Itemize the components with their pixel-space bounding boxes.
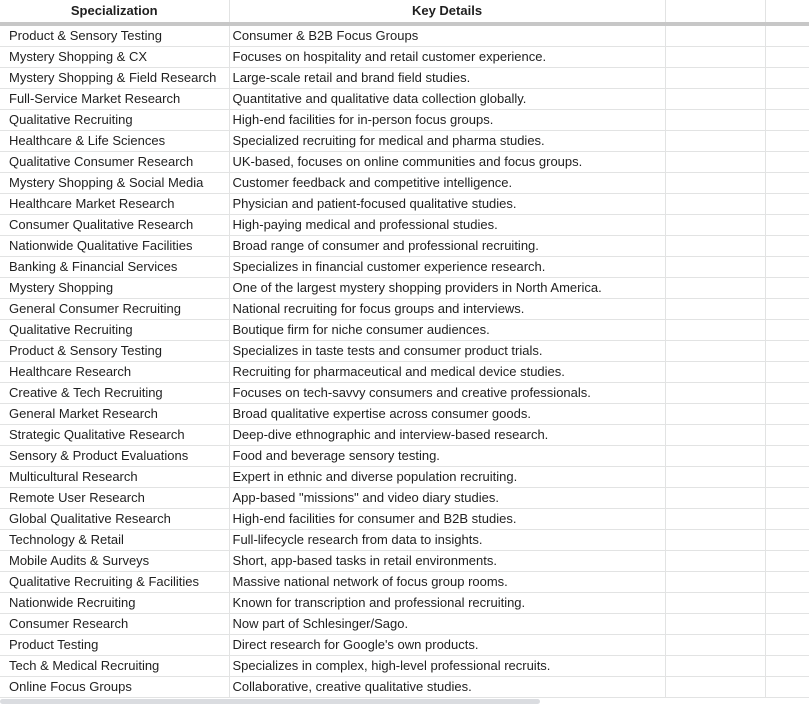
empty-cell[interactable]: [665, 383, 765, 404]
specialization-cell[interactable]: Qualitative Recruiting: [0, 320, 229, 341]
specialization-cell[interactable]: Multicultural Research: [0, 467, 229, 488]
empty-cell[interactable]: [765, 341, 809, 362]
empty-cell[interactable]: [665, 677, 765, 698]
empty-cell[interactable]: [665, 530, 765, 551]
specialization-cell[interactable]: Mystery Shopping & Field Research: [0, 68, 229, 89]
empty-cell[interactable]: [765, 488, 809, 509]
horizontal-scrollbar[interactable]: [0, 699, 540, 704]
key-details-cell[interactable]: Large-scale retail and brand field studies.: [229, 68, 665, 89]
specialization-cell[interactable]: Healthcare Research: [0, 362, 229, 383]
empty-cell[interactable]: [765, 278, 809, 299]
header-row: [0, 0, 809, 24]
table-row: [0, 194, 809, 215]
key-details-cell[interactable]: High-end facilities for in-person focus groups.: [229, 110, 665, 131]
specialization-cell[interactable]: Banking & Financial Services: [0, 257, 229, 278]
specialization-cell[interactable]: Strategic Qualitative Research: [0, 425, 229, 446]
header-specialization[interactable]: Specialization: [0, 0, 229, 24]
table-row: [0, 278, 809, 299]
empty-header-cell[interactable]: [765, 0, 809, 24]
empty-cell[interactable]: [765, 677, 809, 698]
empty-cell[interactable]: [665, 24, 765, 47]
key-details-cell[interactable]: Deep-dive ethnographic and interview-based research.: [229, 425, 665, 446]
table-row: [0, 677, 809, 698]
empty-cell[interactable]: [665, 341, 765, 362]
key-details-cell[interactable]: Direct research for Google's own products.: [229, 635, 665, 656]
specialization-cell[interactable]: Product Testing: [0, 635, 229, 656]
specialization-cell[interactable]: Tech & Medical Recruiting: [0, 656, 229, 677]
specialization-cell[interactable]: Global Qualitative Research: [0, 509, 229, 530]
specialization-cell[interactable]: Nationwide Qualitative Facilities: [0, 236, 229, 257]
empty-cell[interactable]: [665, 572, 765, 593]
table-row: [0, 299, 809, 320]
table-row: [0, 68, 809, 89]
table-row: [0, 530, 809, 551]
key-details-cell[interactable]: Specializes in financial customer experience research.: [229, 257, 665, 278]
empty-cell[interactable]: [665, 488, 765, 509]
empty-cell[interactable]: [665, 635, 765, 656]
key-details-cell[interactable]: Broad qualitative expertise across consumer goods.: [229, 404, 665, 425]
key-details-cell[interactable]: App-based "missions" and video diary studies.: [229, 488, 665, 509]
key-details-cell[interactable]: High-end facilities for consumer and B2B studies.: [229, 509, 665, 530]
table-row: [0, 215, 809, 236]
key-details-cell[interactable]: National recruiting for focus groups and interviews.: [229, 299, 665, 320]
table-row: [0, 593, 809, 614]
table-row: [0, 551, 809, 572]
specialization-cell[interactable]: Healthcare Market Research: [0, 194, 229, 215]
empty-cell[interactable]: [765, 446, 809, 467]
key-details-cell[interactable]: Quantitative and qualitative data collection globally.: [229, 89, 665, 110]
table-row: [0, 110, 809, 131]
empty-cell[interactable]: [665, 362, 765, 383]
table-row: [0, 509, 809, 530]
empty-cell[interactable]: [665, 509, 765, 530]
empty-cell[interactable]: [765, 593, 809, 614]
table-row: [0, 320, 809, 341]
empty-cell[interactable]: [765, 362, 809, 383]
specialization-cell[interactable]: Sensory & Product Evaluations: [0, 446, 229, 467]
empty-cell[interactable]: [765, 635, 809, 656]
empty-cell[interactable]: [665, 215, 765, 236]
empty-cell[interactable]: [765, 68, 809, 89]
header-key-details[interactable]: Key Details: [229, 0, 665, 24]
empty-cell[interactable]: [765, 47, 809, 68]
table-row: [0, 446, 809, 467]
table-row: [0, 404, 809, 425]
specialization-cell[interactable]: Qualitative Recruiting: [0, 110, 229, 131]
table-row: [0, 131, 809, 152]
key-details-cell[interactable]: Customer feedback and competitive intelligence.: [229, 173, 665, 194]
key-details-cell[interactable]: Specialized recruiting for medical and pharma studies.: [229, 131, 665, 152]
key-details-cell[interactable]: Recruiting for pharmaceutical and medical device studies.: [229, 362, 665, 383]
empty-cell[interactable]: [765, 236, 809, 257]
key-details-cell[interactable]: Focuses on tech-savvy consumers and creative professionals.: [229, 383, 665, 404]
empty-cell[interactable]: [665, 320, 765, 341]
table-row: [0, 635, 809, 656]
empty-cell[interactable]: [765, 656, 809, 677]
empty-cell[interactable]: [765, 110, 809, 131]
specialization-cell[interactable]: Mystery Shopping & Social Media: [0, 173, 229, 194]
specialization-cell[interactable]: Mystery Shopping: [0, 278, 229, 299]
empty-cell[interactable]: [765, 551, 809, 572]
table-row: [0, 362, 809, 383]
table-row: [0, 614, 809, 635]
specialization-cell[interactable]: Online Focus Groups: [0, 677, 229, 698]
empty-cell[interactable]: [665, 425, 765, 446]
table-row: [0, 383, 809, 404]
table-row: [0, 257, 809, 278]
empty-cell[interactable]: [665, 446, 765, 467]
specialization-cell[interactable]: Mobile Audits & Surveys: [0, 551, 229, 572]
table-row: [0, 173, 809, 194]
key-details-cell[interactable]: Specializes in complex, high-level professional recruits.: [229, 656, 665, 677]
empty-cell[interactable]: [765, 467, 809, 488]
empty-cell[interactable]: [665, 593, 765, 614]
empty-cell[interactable]: [765, 530, 809, 551]
table-row: [0, 236, 809, 257]
empty-cell[interactable]: [765, 131, 809, 152]
empty-cell[interactable]: [665, 152, 765, 173]
key-details-cell[interactable]: High-paying medical and professional studies.: [229, 215, 665, 236]
specialization-cell[interactable]: Product & Sensory Testing: [0, 24, 229, 47]
empty-cell[interactable]: [665, 236, 765, 257]
empty-cell[interactable]: [665, 110, 765, 131]
empty-cell[interactable]: [665, 299, 765, 320]
empty-cell[interactable]: [765, 299, 809, 320]
specialization-cell[interactable]: Consumer Research: [0, 614, 229, 635]
empty-cell[interactable]: [765, 24, 809, 47]
empty-cell[interactable]: [665, 614, 765, 635]
key-details-cell[interactable]: Food and beverage sensory testing.: [229, 446, 665, 467]
empty-cell[interactable]: [665, 656, 765, 677]
key-details-cell[interactable]: Massive national network of focus group rooms.: [229, 572, 665, 593]
empty-cell[interactable]: [765, 152, 809, 173]
key-details-cell[interactable]: Broad range of consumer and professional recruiting.: [229, 236, 665, 257]
key-details-cell[interactable]: Collaborative, creative qualitative studies.: [229, 677, 665, 698]
specialization-cell[interactable]: Nationwide Recruiting: [0, 593, 229, 614]
empty-cell[interactable]: [765, 383, 809, 404]
empty-cell[interactable]: [665, 467, 765, 488]
key-details-cell[interactable]: Known for transcription and professional recruiting.: [229, 593, 665, 614]
key-details-cell[interactable]: Short, app-based tasks in retail environments.: [229, 551, 665, 572]
specialization-cell[interactable]: Technology & Retail: [0, 530, 229, 551]
empty-cell[interactable]: [665, 47, 765, 68]
key-details-cell[interactable]: Now part of Schlesinger/Sago.: [229, 614, 665, 635]
empty-cell[interactable]: [765, 173, 809, 194]
key-details-cell[interactable]: One of the largest mystery shopping providers in North America.: [229, 278, 665, 299]
empty-cell[interactable]: [665, 89, 765, 110]
empty-cell[interactable]: [665, 278, 765, 299]
empty-cell[interactable]: [765, 572, 809, 593]
table-row: [0, 89, 809, 110]
empty-cell[interactable]: [665, 551, 765, 572]
table-row: [0, 656, 809, 677]
table-row: [0, 47, 809, 68]
specialization-cell[interactable]: Creative & Tech Recruiting: [0, 383, 229, 404]
key-details-cell[interactable]: Physician and patient-focused qualitative studies.: [229, 194, 665, 215]
specialization-cell[interactable]: Healthcare & Life Sciences: [0, 131, 229, 152]
empty-cell[interactable]: [765, 320, 809, 341]
empty-cell[interactable]: [765, 404, 809, 425]
specialization-cell[interactable]: Consumer Qualitative Research: [0, 215, 229, 236]
table-row: [0, 24, 809, 47]
specialization-cell[interactable]: General Consumer Recruiting: [0, 299, 229, 320]
empty-cell[interactable]: [665, 68, 765, 89]
empty-cell[interactable]: [665, 404, 765, 425]
table-row: [0, 152, 809, 173]
empty-cell[interactable]: [665, 173, 765, 194]
specialization-cell[interactable]: Qualitative Consumer Research: [0, 152, 229, 173]
empty-cell[interactable]: [765, 425, 809, 446]
empty-cell[interactable]: [765, 257, 809, 278]
table-row: [0, 425, 809, 446]
key-details-cell[interactable]: Consumer & B2B Focus Groups: [229, 24, 665, 47]
specialization-cell[interactable]: Product & Sensory Testing: [0, 341, 229, 362]
specialization-cell[interactable]: Full-Service Market Research: [0, 89, 229, 110]
table-row: [0, 467, 809, 488]
key-details-cell[interactable]: Full-lifecycle research from data to insights.: [229, 530, 665, 551]
key-details-cell[interactable]: Expert in ethnic and diverse population recruiting.: [229, 467, 665, 488]
key-details-cell[interactable]: Specializes in taste tests and consumer product trials.: [229, 341, 665, 362]
empty-cell[interactable]: [665, 194, 765, 215]
key-details-cell[interactable]: Boutique firm for niche consumer audiences.: [229, 320, 665, 341]
empty-header-cell[interactable]: [665, 0, 765, 24]
empty-cell[interactable]: [765, 215, 809, 236]
empty-cell[interactable]: [665, 131, 765, 152]
empty-cell[interactable]: [765, 509, 809, 530]
specialization-cell[interactable]: Mystery Shopping & CX: [0, 47, 229, 68]
empty-cell[interactable]: [665, 257, 765, 278]
specialization-cell[interactable]: Remote User Research: [0, 488, 229, 509]
key-details-cell[interactable]: Focuses on hospitality and retail customer experience.: [229, 47, 665, 68]
table-row: [0, 341, 809, 362]
empty-cell[interactable]: [765, 194, 809, 215]
table-row: [0, 488, 809, 509]
key-details-cell[interactable]: UK-based, focuses on online communities and focus groups.: [229, 152, 665, 173]
specialization-cell[interactable]: General Market Research: [0, 404, 229, 425]
specialization-cell[interactable]: Qualitative Recruiting & Facilities: [0, 572, 229, 593]
empty-cell[interactable]: [765, 89, 809, 110]
table-row: [0, 572, 809, 593]
empty-cell[interactable]: [765, 614, 809, 635]
